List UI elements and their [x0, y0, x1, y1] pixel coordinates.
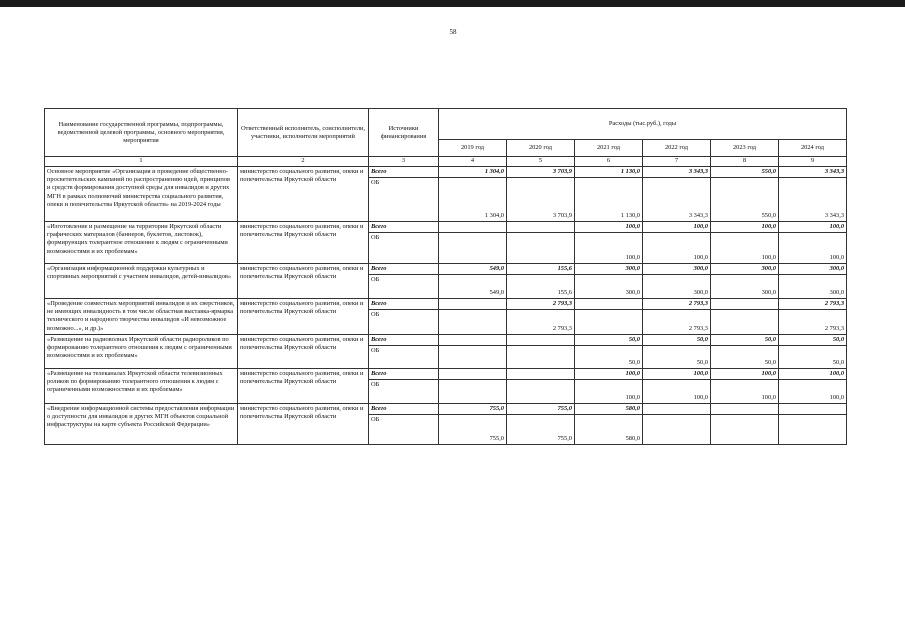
- column-number: 5: [507, 157, 575, 167]
- total-value: 755,0: [439, 404, 507, 415]
- source-total-label: Всего: [369, 335, 439, 346]
- total-value: 580,0: [575, 404, 643, 415]
- total-value: 3 703,9: [507, 167, 575, 178]
- ob-value: [439, 346, 507, 369]
- total-value: 550,0: [711, 167, 779, 178]
- ob-value: 100,0: [779, 380, 847, 404]
- column-number: 2: [238, 157, 369, 167]
- ob-value: 300,0: [643, 275, 711, 299]
- header-program-name: Наименование государственной программы, подпрограммы, ведомственной целевой программы, основного мероприятия, мероприятия: [45, 109, 238, 157]
- ob-value: 3 343,3: [643, 178, 711, 222]
- ob-value: 755,0: [507, 415, 575, 445]
- header-year: 2023 год: [711, 140, 779, 157]
- total-value: 100,0: [575, 222, 643, 233]
- responsible-executor: министерство социального развития, опеки и попечительства Иркутской области: [238, 404, 369, 445]
- source-total-label: Всего: [369, 369, 439, 380]
- total-value: [439, 299, 507, 310]
- total-value: 100,0: [643, 369, 711, 380]
- ob-value: 100,0: [711, 380, 779, 404]
- header-year: 2021 год: [575, 140, 643, 157]
- ob-value: 3 343,3: [779, 178, 847, 222]
- source-total-label: Всего: [369, 222, 439, 233]
- table-row: [45, 335, 847, 346]
- table-row: [45, 299, 847, 310]
- total-value: [711, 299, 779, 310]
- total-value: [643, 404, 711, 415]
- measure-name: «Проведение совместных мероприятий инвалидов и их сверстников, не имеющих инвалидность в том числе областная выставка-ярмарка технического и народного творчества инвалидов «И невозможное возможно...», и др.)»: [45, 299, 238, 335]
- total-value: 100,0: [643, 222, 711, 233]
- source-total-label: Всего: [369, 264, 439, 275]
- source-ob-label: ОБ: [369, 275, 439, 299]
- source-ob-label: ОБ: [369, 178, 439, 222]
- ob-value: 100,0: [711, 233, 779, 264]
- source-total-label: Всего: [369, 404, 439, 415]
- total-value: 50,0: [643, 335, 711, 346]
- ob-value: 50,0: [711, 346, 779, 369]
- total-value: 3 343,3: [779, 167, 847, 178]
- ob-value: 300,0: [711, 275, 779, 299]
- ob-value: 755,0: [439, 415, 507, 445]
- column-number: 7: [643, 157, 711, 167]
- total-value: 100,0: [711, 369, 779, 380]
- total-value: 755,0: [507, 404, 575, 415]
- measure-name: «Размещение на телеканалах Иркутской области телевизионных роликов по формированию толерантного отношения к людям с ограниченными возможностями и их проблемам»: [45, 369, 238, 404]
- total-value: [439, 369, 507, 380]
- measure-name: Основное мероприятие «Организация и проведение общественно-просветительских кампаний по распространению идей, принципов и средств формирования доступной среды для инвалидов и других МГН в рамках полномочий министерства социального развития, опеки и попечительства Иркутской области» на 2019-2024 годы: [45, 167, 238, 222]
- header-year: 2022 год: [643, 140, 711, 157]
- header-funding-source: Источники финансирования: [369, 109, 439, 157]
- total-value: 50,0: [779, 335, 847, 346]
- measure-name: «Размещение на радиоволнах Иркутской области радиороликов по формированию толерантного отношения к людям с ограниченными возможностями и их проблемам»: [45, 335, 238, 369]
- ob-value: 100,0: [779, 233, 847, 264]
- table-row: [45, 222, 847, 233]
- total-value: 2 793,3: [779, 299, 847, 310]
- header-responsible: Ответственный исполнитель, соисполнители, участники, исполнители мероприятий: [238, 109, 369, 157]
- table-row: [45, 167, 847, 178]
- ob-value: 550,0: [711, 178, 779, 222]
- header-year: 2019 год: [439, 140, 507, 157]
- column-number: 6: [575, 157, 643, 167]
- total-value: 300,0: [711, 264, 779, 275]
- total-value: 549,0: [439, 264, 507, 275]
- source-total-label: Всего: [369, 167, 439, 178]
- total-value: 300,0: [643, 264, 711, 275]
- header-year: 2020 год: [507, 140, 575, 157]
- total-value: 100,0: [575, 369, 643, 380]
- ob-value: [439, 380, 507, 404]
- total-value: [711, 404, 779, 415]
- ob-value: 1 130,0: [575, 178, 643, 222]
- ob-value: 100,0: [643, 233, 711, 264]
- ob-value: 300,0: [779, 275, 847, 299]
- total-value: 2 793,3: [643, 299, 711, 310]
- total-value: 2 793,3: [507, 299, 575, 310]
- source-total-label: Всего: [369, 299, 439, 310]
- ob-value: [507, 233, 575, 264]
- total-value: 3 343,3: [643, 167, 711, 178]
- column-number: 4: [439, 157, 507, 167]
- ob-value: 580,0: [575, 415, 643, 445]
- ob-value: 1 304,0: [439, 178, 507, 222]
- ob-value: 50,0: [779, 346, 847, 369]
- total-value: [507, 222, 575, 233]
- total-value: 300,0: [779, 264, 847, 275]
- responsible-executor: министерство социального развития, опеки и попечительства Иркутской области: [238, 299, 369, 335]
- column-number: 1: [45, 157, 238, 167]
- expenses-table: [44, 108, 847, 445]
- source-ob-label: ОБ: [369, 233, 439, 264]
- total-value: [779, 404, 847, 415]
- source-ob-label: ОБ: [369, 346, 439, 369]
- total-value: 1 130,0: [575, 167, 643, 178]
- ob-value: 2 793,3: [643, 310, 711, 335]
- ob-value: 100,0: [575, 380, 643, 404]
- total-value: 100,0: [711, 222, 779, 233]
- column-number: 3: [369, 157, 439, 167]
- table-row: [45, 264, 847, 275]
- ob-value: 50,0: [575, 346, 643, 369]
- measure-name: «Внедрение информационной системы предоставления информации о доступности для инвалидов и других МГН объектов социальной инфраструктуры на карте субъекта Российской Федерации»: [45, 404, 238, 445]
- ob-value: 155,6: [507, 275, 575, 299]
- ob-value: 2 793,3: [507, 310, 575, 335]
- measure-name: «Организация информационной поддержки культурных и спортивных мероприятий с участием инвалидов, детей-инвалидов»: [45, 264, 238, 299]
- ob-value: [711, 415, 779, 445]
- total-value: 50,0: [711, 335, 779, 346]
- page-number: 58: [449, 28, 457, 36]
- ob-value: 100,0: [575, 233, 643, 264]
- ob-value: [507, 346, 575, 369]
- total-value: 100,0: [779, 222, 847, 233]
- column-number: 9: [779, 157, 847, 167]
- total-value: [507, 335, 575, 346]
- total-value: 155,6: [507, 264, 575, 275]
- ob-value: [643, 415, 711, 445]
- table-row: [45, 404, 847, 415]
- total-value: [439, 222, 507, 233]
- responsible-executor: министерство социального развития, опеки и попечительства Иркутской области: [238, 264, 369, 299]
- responsible-executor: министерство социального развития, опеки и попечительства Иркутской области: [238, 222, 369, 264]
- total-value: [575, 299, 643, 310]
- ob-value: [507, 380, 575, 404]
- measure-name: «Изготовление и размещение на территории Иркутской области графических материалов (баннеров, буклетов, листовок), формирующих толерантное отношение к людям с ограниченными возможностями и их проблемам»: [45, 222, 238, 264]
- ob-value: [439, 233, 507, 264]
- source-ob-label: ОБ: [369, 415, 439, 445]
- total-value: 50,0: [575, 335, 643, 346]
- total-value: 100,0: [779, 369, 847, 380]
- total-value: [439, 335, 507, 346]
- source-ob-label: ОБ: [369, 310, 439, 335]
- responsible-executor: министерство социального развития, опеки и попечительства Иркутской области: [238, 335, 369, 369]
- ob-value: 2 793,3: [779, 310, 847, 335]
- ob-value: 100,0: [643, 380, 711, 404]
- ob-value: [575, 310, 643, 335]
- header-year: 2024 год: [779, 140, 847, 157]
- responsible-executor: министерство социального развития, опеки и попечительства Иркутской области: [238, 369, 369, 404]
- total-value: 1 304,0: [439, 167, 507, 178]
- scan-top-border: [0, 0, 905, 7]
- responsible-executor: министерство социального развития, опеки и попечительства Иркутской области: [238, 167, 369, 222]
- ob-value: 3 703,9: [507, 178, 575, 222]
- ob-value: [779, 415, 847, 445]
- column-number: 8: [711, 157, 779, 167]
- ob-value: 549,0: [439, 275, 507, 299]
- source-ob-label: ОБ: [369, 380, 439, 404]
- ob-value: [711, 310, 779, 335]
- total-value: [507, 369, 575, 380]
- total-value: 300,0: [575, 264, 643, 275]
- header-expenses: Расходы (тыс.руб.), годы: [439, 109, 847, 140]
- ob-value: 50,0: [643, 346, 711, 369]
- table-row: [45, 369, 847, 380]
- ob-value: [439, 310, 507, 335]
- ob-value: 300,0: [575, 275, 643, 299]
